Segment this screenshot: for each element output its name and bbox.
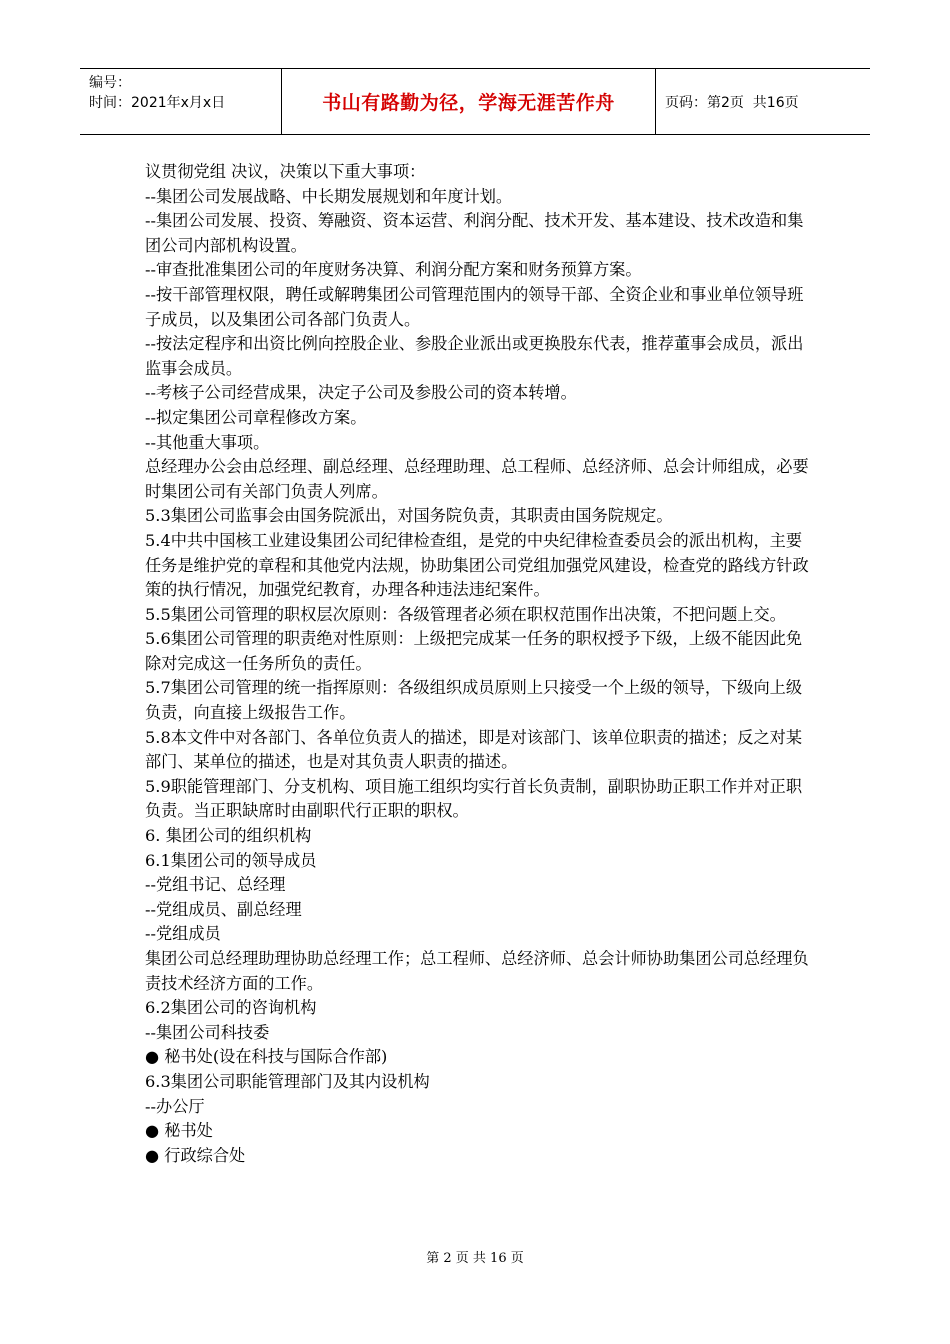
- paragraph: --考核子公司经营成果，决定子公司及参股公司的资本转增。: [145, 383, 577, 403]
- bullet-item: ● 秘书处: [145, 1121, 213, 1141]
- paragraph: --按法定程序和出资比例向控股企业、参股企业派出或更换股东代表，推荐董事会成员，派出监事会成员。: [145, 334, 804, 378]
- bullet-item: ● 秘书处(设在科技与国际合作部): [145, 1047, 388, 1067]
- page-header: [80, 68, 870, 135]
- paragraph: 5.5集团公司管理的职权层次原则：各级管理者必须在职权范围作出决策，不把问题上交。: [145, 604, 786, 624]
- list-item: --集团公司科技委: [145, 1022, 270, 1042]
- subsection-heading: 6.1集团公司的领导成员: [145, 850, 317, 870]
- paragraph: 5.3集团公司监事会由国务院派出，对国务院负责，其职责由国务院规定。: [145, 506, 673, 526]
- subsection-heading: 6.2集团公司的咨询机构: [145, 998, 317, 1018]
- paragraph: --集团公司发展、投资、筹融资、资本运营、利润分配、技术开发、基本建设、技术改造和集团公司内部机构设置。: [145, 211, 804, 255]
- document-date-label: 时间：2021年x月x日: [89, 95, 226, 111]
- paragraph: --按干部管理权限，聘任或解聘集团公司管理范围内的领导干部、全资企业和事业单位领导班子成员，以及集团公司各部门负责人。: [145, 284, 804, 329]
- list-item: --党组成员、副总经理: [145, 899, 302, 919]
- paragraph: --拟定集团公司章程修改方案。: [145, 407, 367, 427]
- list-item: --办公厅: [145, 1096, 205, 1116]
- subsection-heading: 6.3集团公司职能管理部门及其内设机构: [145, 1071, 430, 1091]
- list-item: --党组成员: [145, 924, 221, 944]
- paragraph: 议贯彻党组 决议，决策以下重大事项：: [145, 162, 426, 181]
- bullet-item: ● 行政综合处: [145, 1145, 246, 1165]
- header-meta: [80, 69, 282, 134]
- header-page-label: 页码：第2页 共16页: [665, 94, 799, 111]
- paragraph: 总经理办公会由总经理、副总经理、总经理助理、总工程师、总经济师、总会计师组成，必要时集团公司有关部门负责人列席。: [145, 457, 809, 501]
- paragraph: 5.8本文件中对各部门、各单位负责人的描述，即是对该部门、该单位职责的描述；反之对某部门、某单位的描述，也是对其负责人职责的描述。: [145, 727, 803, 772]
- paragraph: --审查批准集团公司的年度财务决算、利润分配方案和财务预算方案。: [145, 260, 642, 280]
- list-item: --党组书记、总经理: [145, 875, 286, 895]
- paragraph: 5.4中共中国核工业建设集团公司纪律检查组，是党的中央纪律检查委员会的派出机构，主要任务是维护党的章程和其他党内法规，协助集团公司党组加强党风建设，检查党的路线方针政策的执行情况，加强党纪教育，办理各种违法违纪案件。: [145, 530, 809, 600]
- document-body: [145, 160, 815, 1168]
- paragraph: 5.7集团公司管理的统一指挥原则：各级组织成员原则上只接受一个上级的领导，下级向上级负责，向直接上级报告工作。: [145, 678, 803, 723]
- page-footer: 第 2 页 共 16 页: [426, 1251, 524, 1266]
- paragraph: 5.9职能管理部门、分支机构、项目施工组织均实行首长负责制，副职协助正职工作并对正职负责。当正职缺席时由副职代行正职的职权。: [145, 776, 803, 821]
- paragraph: 5.6集团公司管理的职责绝对性原则：上级把完成某一任务的职权授予下级，上级不能因此免除对完成这一任务所负的责任。: [145, 629, 803, 673]
- header-motto: 书山有路勤为径，学海无涯苦作舟: [282, 69, 656, 134]
- document-code-label: 编号：: [89, 75, 131, 91]
- paragraph: 集团公司总经理助理协助总经理工作；总工程师、总经济师、总会计师协助集团公司总经理负责技术经济方面的工作。: [145, 949, 809, 993]
- paragraph: --集团公司发展战略、中长期发展规划和年度计划。: [145, 186, 513, 206]
- paragraph: --其他重大事项。: [145, 432, 270, 452]
- section-heading: 6. 集团公司的组织机构: [145, 826, 312, 846]
